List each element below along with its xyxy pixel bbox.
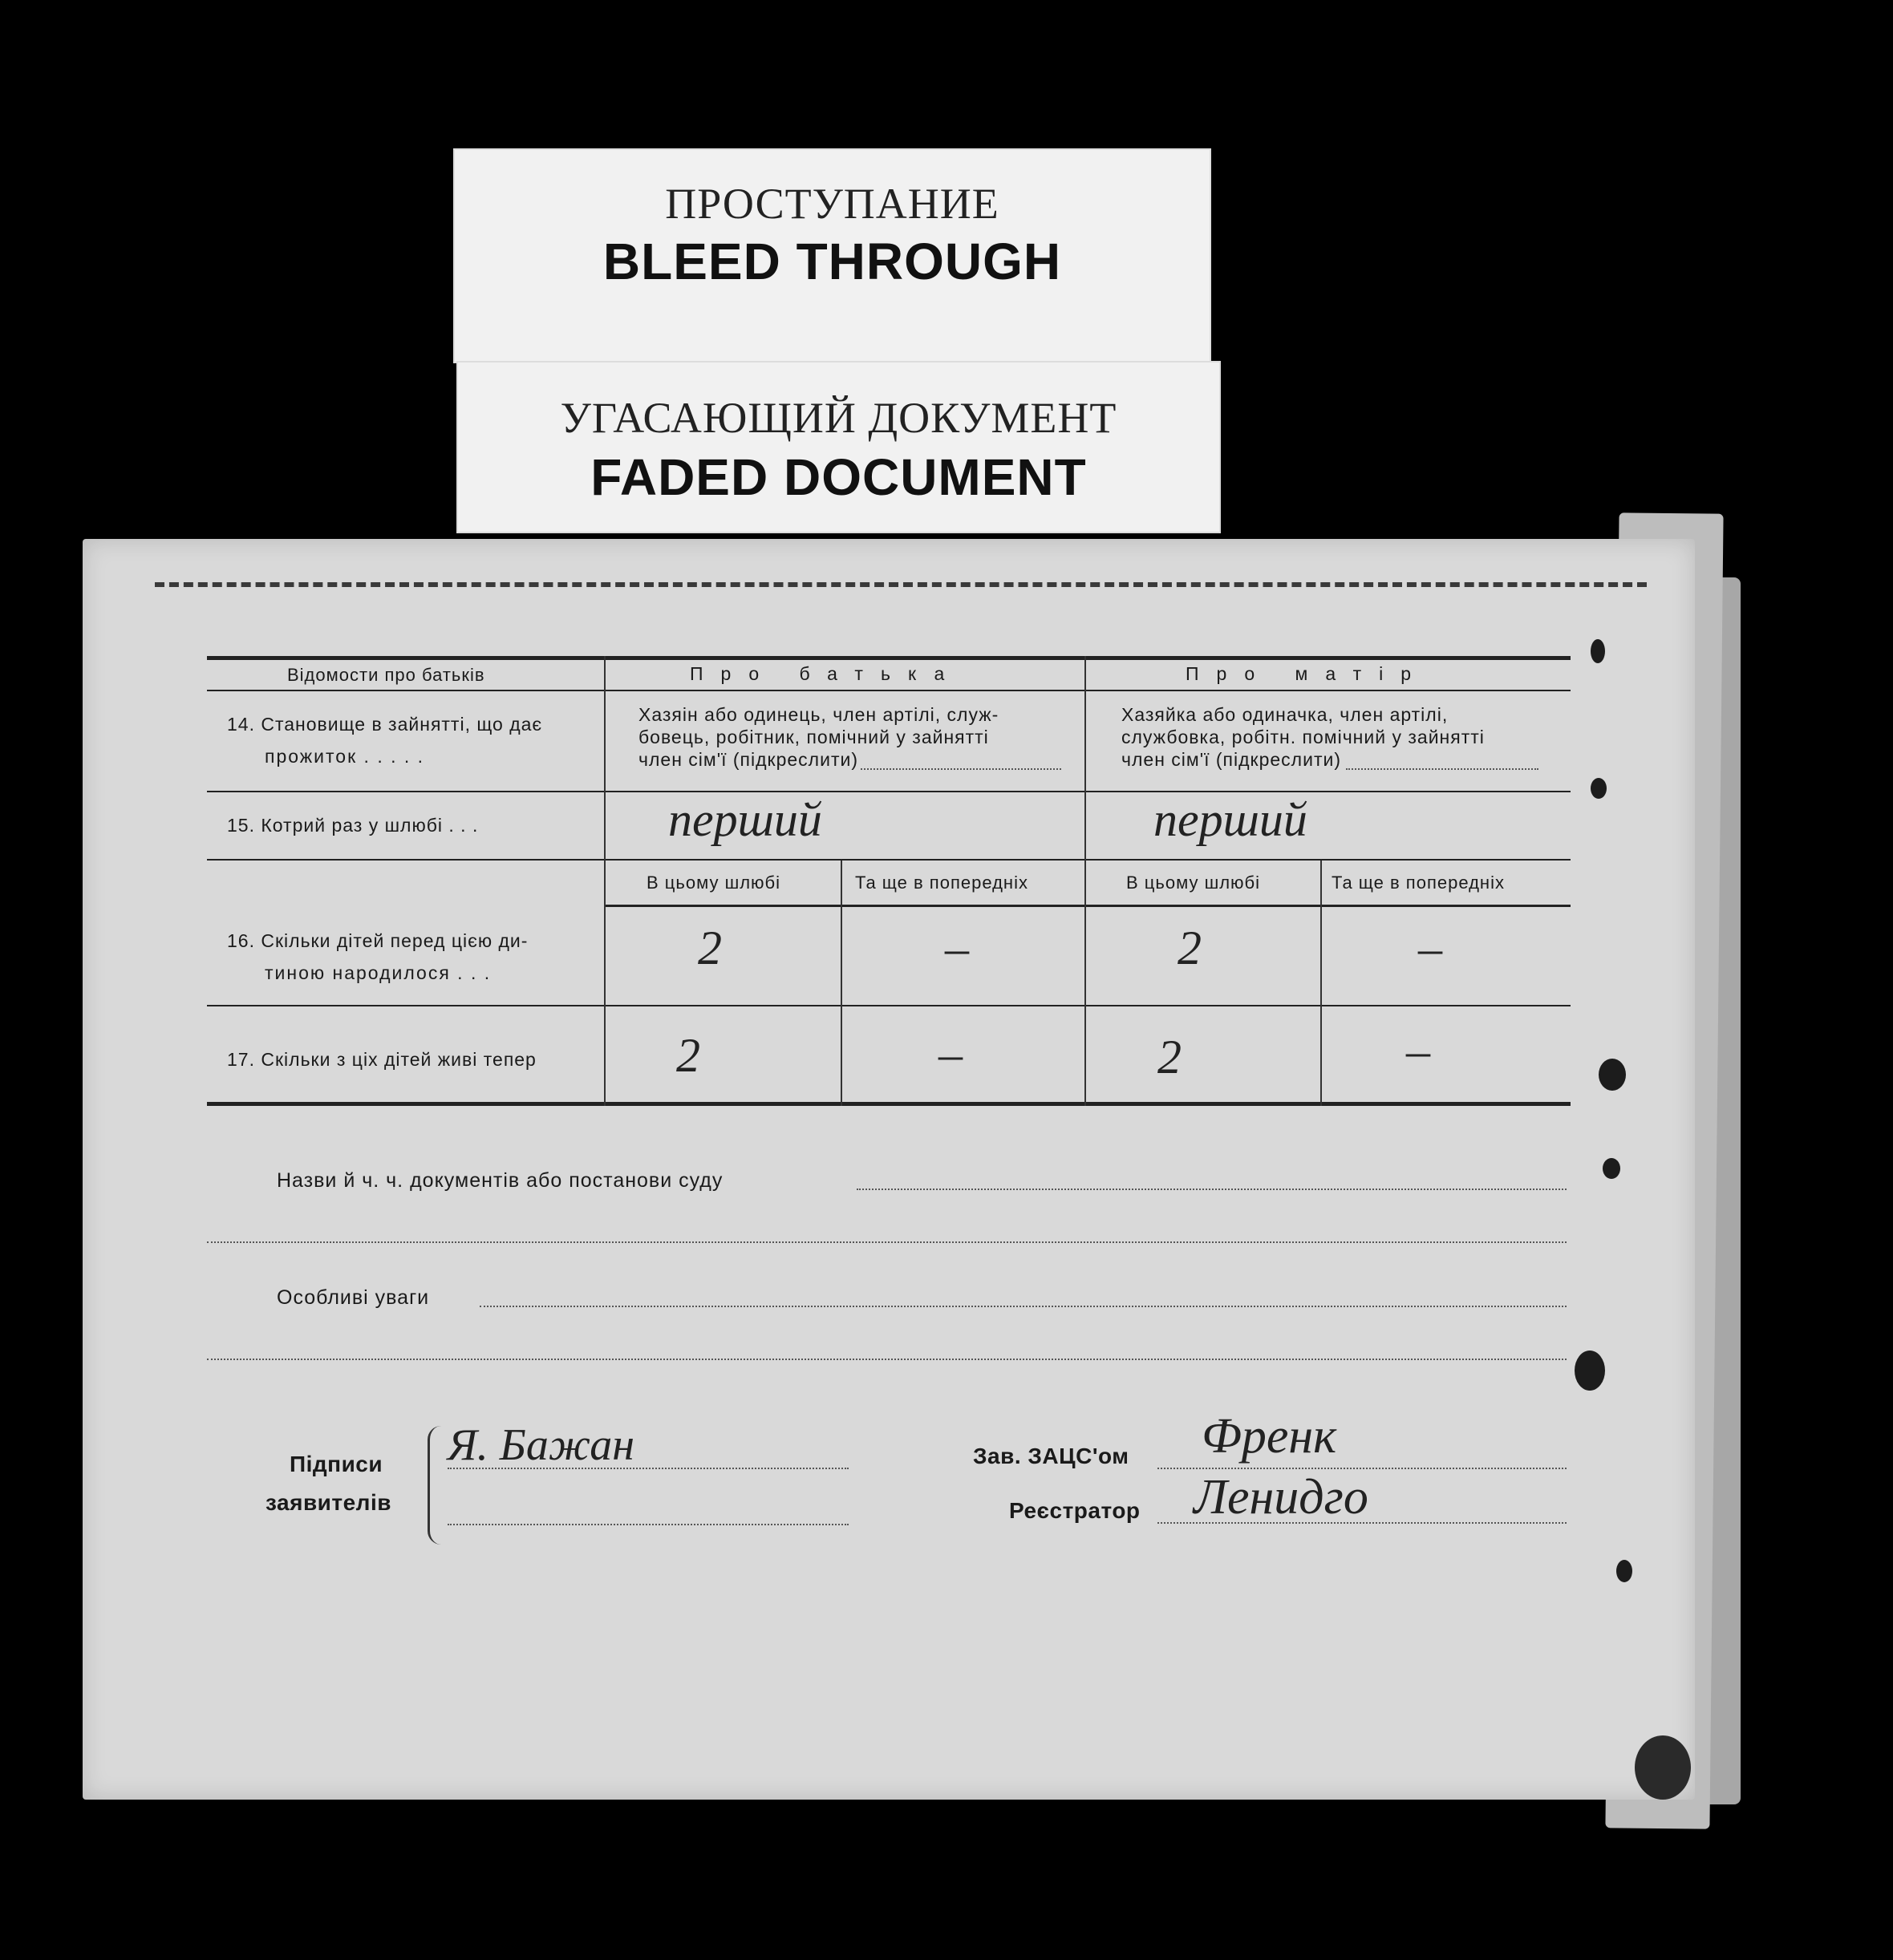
bleed-through-ru: ПРОСТУПАНИЕ [665, 180, 999, 228]
binding-hole [1575, 1351, 1605, 1391]
binding-hole [1635, 1735, 1691, 1800]
documents-label: Назви й ч. ч. документів або постанови суду [277, 1169, 724, 1192]
header-father: Про батька [690, 663, 963, 684]
row14-father-options: член сім'ї (підкреслити) [638, 749, 858, 770]
binding-hole [1599, 1059, 1626, 1091]
row14-label-cont: прожиток . . . . . [265, 746, 425, 767]
row17-mother-this: 2 [1157, 1031, 1182, 1083]
faded-document-en: FADED DOCUMENT [590, 448, 1087, 506]
subheader-mother-previous: Та ще в попередніх [1332, 873, 1505, 893]
row14-mother-options: член сім'ї (підкреслити) [1121, 749, 1341, 770]
applicant-signature: Я. Бажан [448, 1420, 634, 1470]
bleed-through-en: BLEED THROUGH [602, 233, 1062, 290]
subheader-father-this-marriage: В цьому шлюбі [647, 873, 781, 893]
registrar-label: Реєстратор [1009, 1498, 1141, 1523]
subheader-mother-this-marriage: В цьому шлюбі [1126, 873, 1261, 893]
faded-document-card [456, 361, 1221, 533]
row16-mother-this: 2 [1178, 921, 1202, 974]
header-parents-info: Відомости про батьків [287, 665, 485, 685]
row16-label-cont: тиною народилося . . . [265, 962, 492, 983]
row17-father-previous: – [938, 1027, 963, 1080]
binding-hole [1616, 1560, 1632, 1582]
head-zags-signature: Френк [1202, 1409, 1337, 1464]
row17-mother-previous: – [1406, 1024, 1430, 1077]
signature-brace [428, 1426, 441, 1545]
row14-mother-options: службовка, робітн. помічний у зайнятті [1121, 727, 1485, 747]
header-mother: Про матір [1186, 663, 1429, 684]
row14-father-options: Хазяін або одинець, член артілі, служ- [638, 704, 999, 725]
row15-label: 15. Котрий раз у шлюбі . . . [227, 815, 479, 836]
head-zags-label: Зав. ЗАЦС'ом [973, 1444, 1129, 1468]
row15-father-value: перший [668, 793, 822, 846]
signatures-label: Підписи [290, 1452, 383, 1476]
row15-mother-value: перший [1153, 793, 1307, 846]
remarks-label: Особливі уваги [277, 1286, 430, 1309]
subheader-father-previous: Та ще в попередніх [855, 873, 1028, 893]
registration-form-sheet [83, 539, 1695, 1800]
signatures-label: заявителів [266, 1490, 391, 1515]
row14-father-options: бовець, робітник, помічний у зайнятті [638, 727, 989, 747]
row16-mother-previous: – [1418, 921, 1442, 974]
row16-father-this: 2 [698, 921, 722, 974]
row17-label: 17. Скільки з ціх дітей живі тепер [227, 1049, 537, 1070]
faded-document-ru: УГАСАЮЩИЙ ДОКУМЕНТ [560, 394, 1117, 442]
registrar-signature: Ленидго [1194, 1470, 1368, 1525]
row14-label: 14. Становище в зайнятті, що дає [227, 714, 543, 735]
binding-hole [1591, 778, 1607, 799]
row17-father-this: 2 [676, 1029, 700, 1082]
binding-hole [1591, 639, 1605, 663]
perforation-line [155, 582, 1647, 587]
row14-mother-options: Хазяйка або одиначка, член артілі, [1121, 704, 1449, 725]
row16-label: 16. Скільки дітей перед цією ди- [227, 930, 529, 951]
row16-father-previous: – [945, 921, 969, 974]
binding-hole [1603, 1158, 1620, 1179]
bleed-through-card [453, 148, 1211, 363]
